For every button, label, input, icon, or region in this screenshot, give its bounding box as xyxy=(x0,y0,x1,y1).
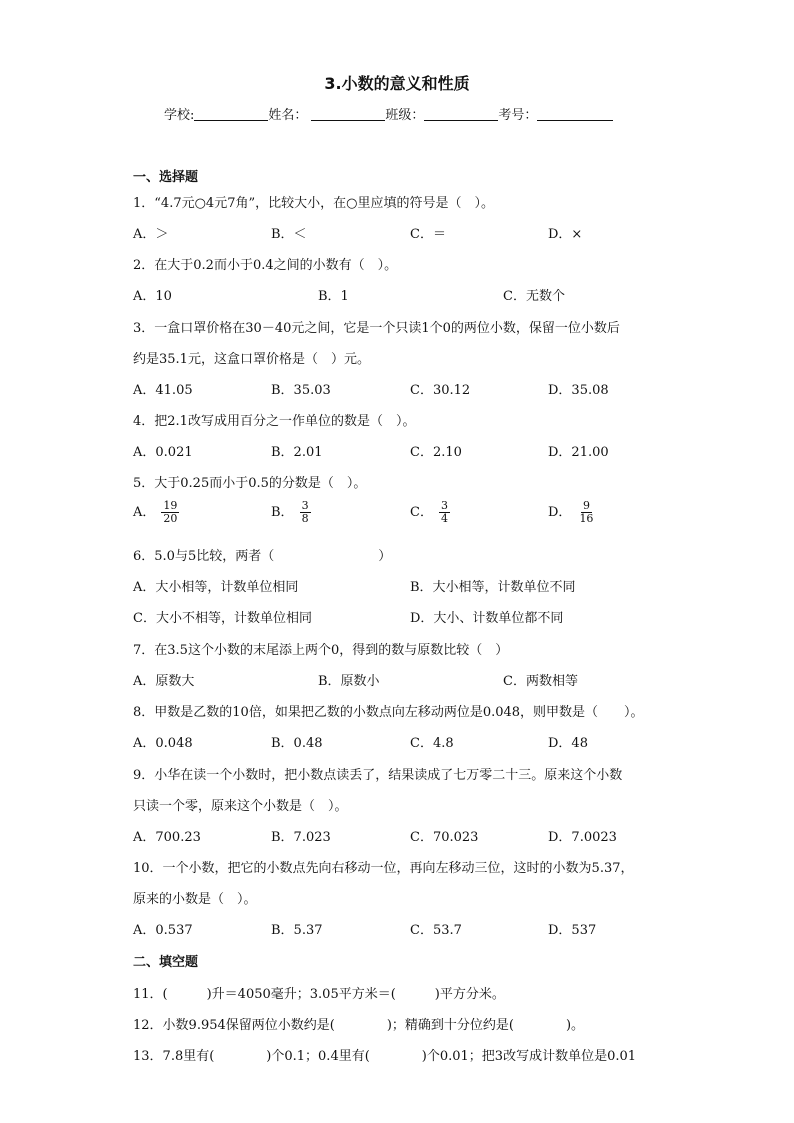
q10-option-d: D．537 xyxy=(548,923,597,938)
question-1: 1．“4.7元○4元7角”，比较大小，在○里应填的符号是（ ）。 xyxy=(133,196,494,211)
fraction-numerator: 3 xyxy=(440,499,448,512)
school-blank xyxy=(194,106,268,121)
question-10-line-2: 原来的小数是（ ）。 xyxy=(133,892,257,907)
q2-option-a: A．10 xyxy=(133,289,172,304)
q4-option-c: C．2.10 xyxy=(410,445,462,460)
q7-option-c: C．两数相等 xyxy=(503,674,578,689)
q3-option-a: A．41.05 xyxy=(133,383,193,398)
fraction-numerator: 19 xyxy=(163,499,178,512)
q5-option-a-fraction xyxy=(161,500,179,525)
q4-option-b: B．2.01 xyxy=(271,445,323,460)
q6-option-b: B．大小相等，计数单位不同 xyxy=(410,580,576,595)
q6-option-d: D．大小、计数单位都不同 xyxy=(410,611,564,626)
question-13: 13．7.8里有( )个0.1；0.4里有( )个0.01；把3改写成计数单位是0.01 xyxy=(133,1049,637,1064)
question-3-line-2: 约是35.1元，这盒口罩价格是（ ）元。 xyxy=(133,352,370,367)
question-2: 2．在大于0.2而小于0.4之间的小数有（ ）。 xyxy=(133,258,398,273)
q8-option-d: D．48 xyxy=(548,736,588,751)
q1-option-a: A．＞ xyxy=(133,227,169,242)
q3-option-c: C．30.12 xyxy=(410,383,471,398)
fraction-denominator: 16 xyxy=(579,512,594,526)
section-heading-choice: 一、选择题 xyxy=(133,170,199,185)
page-title: 3.小数的意义和性质 xyxy=(324,74,470,93)
question-12: 12．小数9.954保留两位小数约是( )；精确到十分位约是( )。 xyxy=(133,1018,585,1033)
q1-option-b: B．＜ xyxy=(271,227,307,242)
q1-option-c: C．＝ xyxy=(410,227,446,242)
q1-option-d: D．× xyxy=(548,227,583,242)
q8-option-c: C．4.8 xyxy=(410,736,454,751)
question-9-line-2: 只读一个零，原来这个小数是（ ）。 xyxy=(133,799,348,814)
class-label: 班级： xyxy=(385,108,425,123)
q2-option-b: B．1 xyxy=(318,289,349,304)
q9-option-b: B．7.023 xyxy=(271,830,331,845)
question-5: 5．大于0.25而小于0.5的分数是（ ）。 xyxy=(133,476,367,491)
q7-option-a: A．原数大 xyxy=(133,674,195,689)
q5-option-b-label: B． xyxy=(271,505,294,521)
q6-option-a: A．大小相等，计数单位相同 xyxy=(133,580,299,595)
q10-option-c: C．53.7 xyxy=(410,923,462,938)
q7-option-b: B．原数小 xyxy=(318,674,380,689)
q5-option-c xyxy=(410,500,450,525)
q9-option-a: A．700.23 xyxy=(133,830,201,845)
q5-option-c-fraction xyxy=(439,500,450,525)
q9-option-d: D．7.0023 xyxy=(548,830,617,845)
q9-option-c: C．70.023 xyxy=(410,830,479,845)
section-heading-fill-in: 二、填空题 xyxy=(133,955,199,970)
question-6: 6．5.0与5比较，两者（ ） xyxy=(133,549,392,564)
student-info-line xyxy=(164,104,613,123)
fraction-denominator: 8 xyxy=(301,512,309,526)
q4-option-a: A．0.021 xyxy=(133,445,193,460)
q8-option-b: B．0.48 xyxy=(271,736,323,751)
question-9-line-1: 9．小华在读一个小数时，把小数点读丢了，结果读成了七万零二十三。原来这个小数 xyxy=(133,768,623,783)
fraction-denominator: 20 xyxy=(163,512,178,526)
question-8: 8．甲数是乙数的10倍，如果把乙数的小数点向左移动两位是0.048，则甲数是（ ）。 xyxy=(133,705,644,720)
q5-option-d xyxy=(548,500,595,525)
q5-option-a xyxy=(133,500,179,525)
fraction-numerator: 3 xyxy=(301,499,309,512)
question-10-line-1: 10．一个小数，把它的小数点先向右移动一位，再向左移动三位，这时的小数为5.37， xyxy=(133,861,634,876)
question-4: 4．把2.1改写成用百分之一作单位的数是（ ）。 xyxy=(133,414,416,429)
q5-option-a-label: A． xyxy=(133,505,156,521)
exam-no-blank xyxy=(537,106,613,121)
q4-option-d: D．21.00 xyxy=(548,445,609,460)
q5-option-d-fraction xyxy=(577,500,595,525)
name-label: 姓名： xyxy=(268,108,308,123)
q6-option-c: C．大小不相等，计数单位相同 xyxy=(133,611,312,626)
q5-option-d-label: D． xyxy=(548,505,572,521)
q3-option-b: B．35.03 xyxy=(271,383,331,398)
q10-option-b: B．5.37 xyxy=(271,923,323,938)
q8-option-a: A．0.048 xyxy=(133,736,193,751)
exam-no-label: 考号： xyxy=(498,108,538,123)
q5-option-c-label: C． xyxy=(410,505,433,521)
q2-option-c: C．无数个 xyxy=(503,289,565,304)
q3-option-d: D．35.08 xyxy=(548,383,609,398)
q10-option-a: A．0.537 xyxy=(133,923,193,938)
fraction-numerator: 9 xyxy=(582,499,590,512)
school-label: 学校: xyxy=(164,108,195,123)
q5-option-b xyxy=(271,500,311,525)
fraction-denominator: 4 xyxy=(440,512,448,526)
question-3-line-1: 3．一盒口罩价格在30－40元之间，它是一个只读1个0的两位小数，保留一位小数后 xyxy=(133,321,620,336)
class-blank xyxy=(424,106,498,121)
question-11: 11．( )升＝4050毫升；3.05平方米＝( )平方分米。 xyxy=(133,987,505,1002)
q5-option-b-fraction xyxy=(300,500,311,525)
name-blank xyxy=(311,106,385,121)
question-7: 7．在3.5这个小数的末尾添上两个0，得到的数与原数比较（ ） xyxy=(133,643,509,658)
